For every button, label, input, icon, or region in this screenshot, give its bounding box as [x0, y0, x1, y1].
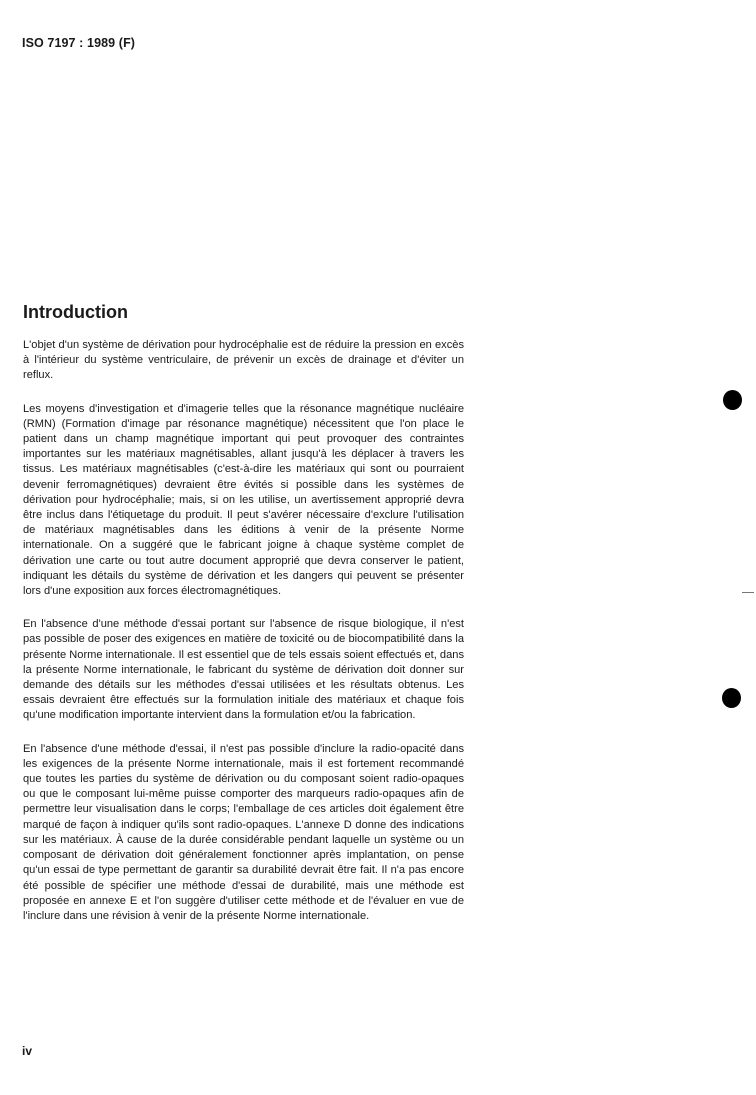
section-title: Introduction — [23, 302, 128, 322]
paragraph-biocompatibility: En l'absence d'une méthode d'essai portant sur l'absence de risque biologique, il n'est pas possible de poser des exigences en matière de toxicité ou de biocompatibilité dans la présente Norme internationale. Il est essentiel que de tels essais soient effectués et, dans la présente Norme internationale, le fabricant du système de dérivation doit donner sur demande des détails sur les méthodes d'essai utilisées et les résultats obtenus. Les essais devraient être effectués sur la formulation initiale des matériaux et chaque fois qu'une modification importante intervient dans la formulation et/ou la fabrication. — [23, 618, 464, 722]
binding-hole-mark — [722, 688, 741, 708]
document-header: ISO 7197 : 1989 (F) — [22, 36, 136, 50]
paragraph-magnetic-resonance: Les moyens d'investigation et d'imagerie telles que la résonance magnétique nucléaire (RMN) (Formation d'image par résonance magnétique) nécessitent que l'on place le patient dans un champ magnétique important qui peut provoquer des contraintes importantes sur les matériaux magnétisables, allant jusqu'à les déplacer à travers les tissus. Les matériaux magnétisables (c'est-à-dire les matériaux qui sont ou pourraient devenir ferromagnétiques) devraient être évités si possible dans les systèmes de dérivation pour hydrocéphalie; mais, si on les utilise, un avertissement approprié devra être inclus dans l'étiquetage du produit. Il peut s'avérer nécessaire d'exclure l'utilisation de matériaux magnétisables dans les éditions à venir de la présente Norme internationale. On a suggéré que le fabricant joigne à chaque système complet de dérivation une carte ou tout autre document approprié que devra conserver le patient, indiquant les détails du système de dérivation et les dangers qui peuvent se présenter lors d'une exposition aux forces électromagnétiques. — [23, 402, 464, 598]
paragraph-purpose: L'objet d'un système de dérivation pour hydrocéphalie est de réduire la pression en excès à l'intérieur du système ventriculaire, de prévenir un excès de drainage et d'éviter un reflux. — [23, 339, 464, 382]
fold-mark — [742, 592, 754, 593]
paragraph-radio-opacity: En l'absence d'une méthode d'essai, il n'est pas possible d'inclure la radio-opacité dans les exigences de la présente Norme internationale, mais il est fortement recommandé que toutes les parties du système de dérivation ou du composant soient radio-opaques ou que le composant lui-même puisse comporter des marqueurs radio-opaques afin de permettre leur visualisation dans le corps; l'emballage de ces articles doit également être marqué de façon à indiquer qu'ils sont radio-opaques. L'annexe D donne des indications sur les matériaux. À cause de la durée considérable pendant laquelle un système ou un composant de dérivation doit généralement fonctionner après implantation, on pense qu'un essai de type permettant de garantir sa durabilité devrait être fait. Il n'a pas encore été possible de spécifier une méthode d'essai de durabilité, mais une méthode est proposée en annexe E et l'on suggère d'utiliser cette méthode et de l'évaluer en vue de l'inclure dans une révision à venir de la présente Norme internationale. — [23, 742, 464, 922]
page-number: iv — [22, 1044, 33, 1058]
introduction-body — [23, 338, 464, 942]
binding-hole-mark — [723, 390, 742, 410]
